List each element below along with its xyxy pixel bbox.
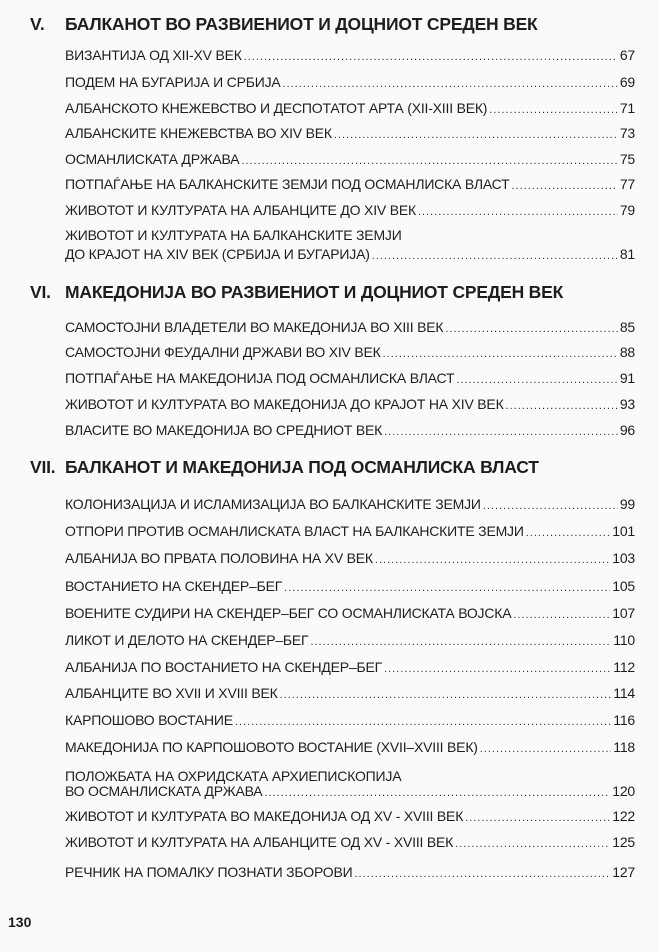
toc-entry-page: 105 — [612, 578, 635, 594]
toc-entry[interactable] — [65, 319, 635, 336]
toc-entry-title-line: ЖИВОТОТ И КУЛТУРАТА НА БАЛКАНСКИТЕ ЗЕМЈИ — [65, 227, 402, 243]
dot-leader — [244, 50, 618, 64]
toc-entry-title: ВИЗАНТИЈА ОД XII-XV ВЕК — [65, 47, 242, 63]
toc-entry[interactable] — [65, 202, 635, 219]
toc-entry-page: 77 — [619, 176, 635, 192]
toc-entry-title: ВО ОСМАНЛИСКАТА ДРЖАВА — [65, 783, 263, 799]
toc-entry-title: ВОСТАНИЕТО НА СКЕНДЕР–БЕГ — [65, 578, 283, 594]
toc-entry[interactable] — [65, 685, 635, 702]
toc-entry-title: АЛБАНЦИТЕ ВО XVII И XVIII ВЕК — [65, 685, 278, 701]
toc-entry-page: 67 — [619, 47, 635, 63]
toc-entry[interactable] — [65, 74, 635, 91]
toc-entry-page: 96 — [619, 422, 635, 438]
toc-entry-page: 118 — [613, 739, 635, 755]
dot-leader — [465, 811, 610, 825]
toc-entry[interactable] — [65, 344, 635, 361]
toc-entry-page: 85 — [619, 319, 635, 335]
toc-entry[interactable] — [65, 396, 635, 413]
dot-leader — [383, 347, 618, 361]
toc-entry-page: 112 — [613, 659, 635, 675]
dot-leader — [480, 742, 612, 756]
toc-entry[interactable] — [65, 550, 635, 567]
toc-entry-page: 125 — [612, 834, 635, 850]
toc-entry-page: 116 — [613, 712, 635, 728]
dot-leader — [235, 715, 611, 729]
section-numeral: V. — [30, 14, 45, 34]
toc-entry[interactable] — [65, 370, 635, 387]
toc-entry[interactable] — [65, 422, 635, 439]
toc-entry-title: РЕЧНИК НА ПОМАЛКУ ПОЗНАТИ ЗБОРОВИ — [65, 864, 353, 880]
toc-entry[interactable] — [65, 523, 635, 540]
dot-leader — [264, 786, 610, 800]
toc-entry[interactable] — [65, 659, 635, 676]
toc-entry[interactable] — [65, 605, 635, 622]
dot-leader — [418, 205, 618, 219]
toc-entry-title: АЛБАНИЈА ПО ВОСТАНИЕТО НА СКЕНДЕР–БЕГ — [65, 659, 383, 675]
dot-leader — [506, 399, 618, 413]
dot-leader — [513, 608, 610, 622]
dot-leader — [384, 425, 618, 439]
toc-entry[interactable] — [65, 176, 635, 193]
toc-entry-page: 88 — [619, 344, 635, 360]
dot-leader — [354, 867, 610, 881]
dot-leader — [334, 128, 618, 142]
dot-leader — [284, 581, 610, 595]
toc-entry-title: КОЛОНИЗАЦИЈА И ИСЛАМИЗАЦИЈА ВО БАЛКАНСКИТЕ ЗЕМЈИ — [65, 496, 481, 512]
toc-entry-title: ЖИВОТОТ И КУЛТУРАТА НА АЛБАНЦИТЕ ДО XIV ВЕК — [65, 202, 416, 218]
toc-entry-page: 93 — [619, 396, 635, 412]
toc-entry-page: 103 — [612, 550, 635, 566]
toc-entry-title: МАКЕДОНИЈА ПО КАРПОШОВОТО ВОСТАНИЕ (XVII–XVIII ВЕК) — [65, 739, 478, 755]
toc-entry[interactable] — [65, 712, 635, 729]
dot-leader — [384, 662, 611, 676]
dot-leader — [310, 635, 611, 649]
section-title: БАЛКАНОТ И МАКЕДОНИЈА ПОД ОСМАНЛИСКА ВЛАСТ — [65, 457, 539, 477]
toc-entry-title: АЛБАНСКОТО КНЕЖЕВСТВО И ДЕСПОТАТОТ АРТА (XII-XIII ВЕК) — [65, 100, 488, 116]
toc-entry-title: ПОТПАЃАЊЕ НА МАКЕДОНИЈА ПОД ОСМАНЛИСКА ВЛАСТ — [65, 370, 455, 386]
toc-entry-title: КАРПОШОВО ВОСТАНИЕ — [65, 712, 233, 728]
toc-entry[interactable] — [65, 47, 635, 64]
dot-leader — [445, 322, 617, 336]
dot-leader — [511, 179, 617, 193]
page-number: 130 — [8, 914, 32, 930]
toc-entry[interactable] — [65, 739, 635, 756]
section-title: БАЛКАНОТ ВО РАЗВИЕНИОТ И ДОЦНИОТ СРЕДЕН ВЕК — [65, 14, 538, 34]
toc-entry-title: ОТПОРИ ПРОТИВ ОСМАНЛИСКАТА ВЛАСТ НА БАЛКАНСКИТЕ ЗЕМЈИ — [65, 523, 524, 539]
section-numeral: VI. — [30, 282, 51, 302]
section-heading — [30, 282, 563, 302]
toc-entry-page: 122 — [612, 808, 635, 824]
dot-leader — [283, 77, 618, 91]
section-title: МАКЕДОНИЈА ВО РАЗВИЕНИОТ И ДОЦНИОТ СРЕДЕН ВЕК — [65, 282, 564, 302]
toc-entry[interactable] — [65, 246, 635, 263]
toc-entry-title: ВЛАСИТЕ ВО МАКЕДОНИЈА ВО СРЕДНИОТ ВЕК — [65, 422, 383, 438]
toc-entry-page: 114 — [613, 685, 635, 701]
section-heading — [30, 14, 538, 34]
dot-leader — [372, 249, 618, 263]
toc-entry-page: 110 — [613, 632, 635, 648]
dot-leader — [526, 526, 611, 540]
toc-entry-page: 127 — [612, 864, 635, 880]
dot-leader — [455, 837, 610, 851]
toc-entry-title: ДО КРАЈОТ НА XIV ВЕК (СРБИЈА И БУГАРИЈА) — [65, 246, 370, 262]
section-heading — [30, 457, 539, 477]
toc-entry[interactable] — [65, 151, 635, 168]
toc-entry-page: 81 — [619, 246, 635, 262]
toc-entry[interactable] — [65, 100, 635, 117]
section-numeral: VII. — [30, 457, 56, 477]
toc-entry-page: 120 — [612, 783, 635, 799]
toc-entry[interactable] — [65, 864, 635, 881]
toc-entry-title-line: ПОЛОЖБАТА НА ОХРИДСКАТА АРХИЕПИСКОПИЈА — [65, 768, 402, 784]
dot-leader — [280, 688, 612, 702]
toc-entry-page: 79 — [619, 202, 635, 218]
toc-entry-title: АЛБАНИЈА ВО ПРВАТА ПОЛОВИНА НА XV ВЕК — [65, 550, 373, 566]
toc-entry-title: ЖИВОТОТ И КУЛТУРАТА ВО МАКЕДОНИЈА ДО КРАЈОТ НА XIV ВЕК — [65, 396, 504, 412]
toc-entry-title: ЖИВОТОТ И КУЛТУРАТА НА АЛБАНЦИТЕ ОД XV - XVIII ВЕК — [65, 834, 454, 850]
toc-entry[interactable] — [65, 125, 635, 142]
toc-entry-page: 75 — [619, 151, 635, 167]
toc-entry[interactable] — [65, 578, 635, 595]
toc-entry-title: САМОСТОЈНИ ФЕУДАЛНИ ДРЖАВИ ВО XIV ВЕК — [65, 344, 381, 360]
toc-entry-page: 73 — [619, 125, 635, 141]
dot-leader — [483, 499, 618, 513]
dot-leader — [375, 553, 610, 567]
toc-entry[interactable] — [65, 496, 635, 513]
toc-entry[interactable] — [65, 834, 635, 851]
toc-entry-page: 71 — [619, 100, 635, 116]
dot-leader — [241, 154, 617, 168]
toc-entry[interactable] — [65, 783, 635, 800]
toc-entry-page: 99 — [619, 496, 635, 512]
dot-leader — [489, 103, 618, 117]
toc-entry-title: ВОЕНИТЕ СУДИРИ НА СКЕНДЕР–БЕГ СО ОСМАНЛИСКАТА ВОЈСКА — [65, 605, 512, 621]
toc-entry-page: 69 — [619, 74, 635, 90]
toc-entry-page: 91 — [619, 370, 635, 386]
toc-entry-title: ПОДЕМ НА БУГАРИЈА И СРБИЈА — [65, 74, 281, 90]
toc-entry[interactable] — [65, 632, 635, 649]
toc-entry-title: ПОТПАЃАЊЕ НА БАЛКАНСКИТЕ ЗЕМЈИ ПОД ОСМАНЛИСКА ВЛАСТ — [65, 176, 510, 192]
toc-entry[interactable] — [65, 808, 635, 825]
toc-entry-title: ОСМАНЛИСКАТА ДРЖАВА — [65, 151, 240, 167]
toc-entry-title: ЛИКОТ И ДЕЛОТО НА СКЕНДЕР–БЕГ — [65, 632, 309, 648]
toc-entry-page: 101 — [612, 523, 635, 539]
toc-entry-title: АЛБАНСКИТЕ КНЕЖЕВСТВА ВО XIV ВЕК — [65, 125, 332, 141]
toc-entry-page: 107 — [612, 605, 635, 621]
dot-leader — [456, 373, 618, 387]
toc-entry-title: ЖИВОТОТ И КУЛТУРАТА ВО МАКЕДОНИЈА ОД XV - XVIII ВЕК — [65, 808, 464, 824]
toc-entry-title: САМОСТОЈНИ ВЛАДЕТЕЛИ ВО МАКЕДОНИЈА ВО XIII ВЕК — [65, 319, 444, 335]
